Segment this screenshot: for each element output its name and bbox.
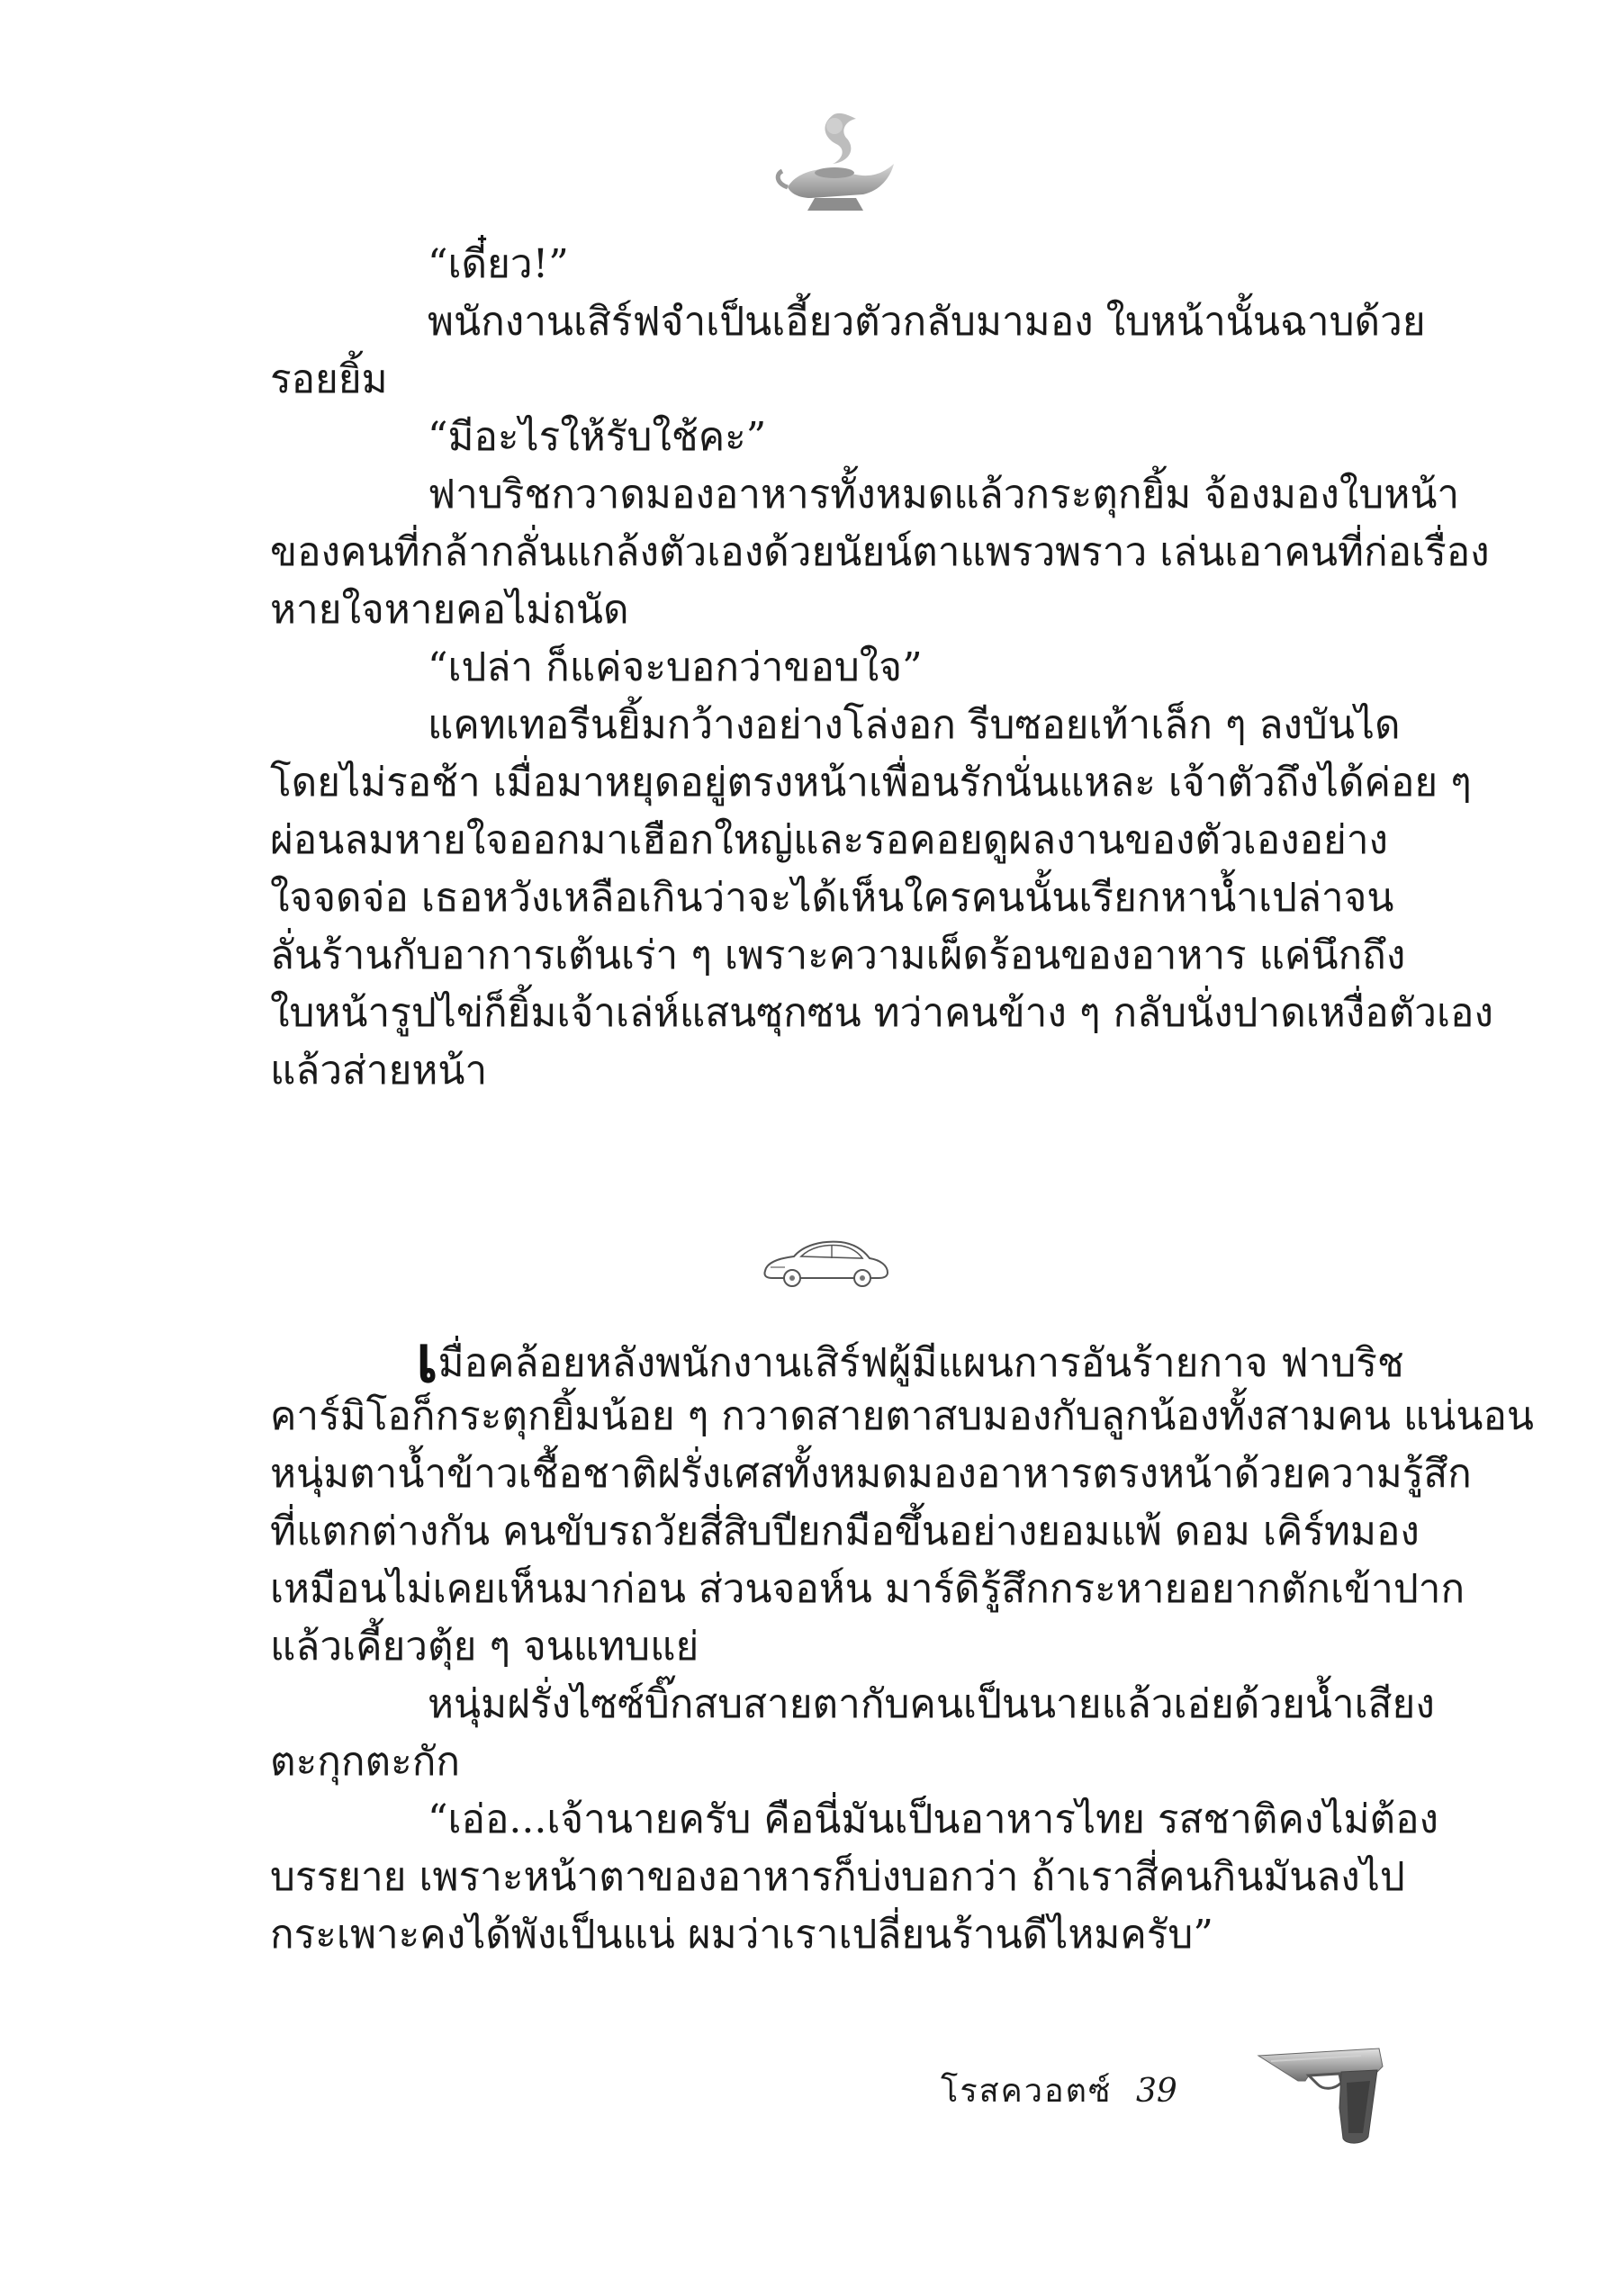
text-line: รอยยิ้ม xyxy=(270,356,388,402)
text-line: กระเพาะคงได้พังเป็นแน่ ผมว่าเราเปลี่ยนร้านดีไหมครับ” xyxy=(270,1912,1213,1958)
paragraph-block-2 xyxy=(270,1321,1534,1964)
text-line: เหมือนไม่เคยเห็นมาก่อน ส่วนจอห์น มาร์ดิรู้สึกกระหายอยากตักเข้าปาก xyxy=(270,1566,1465,1612)
text-line: “เปล่า ก็แค่จะบอกว่าขอบใจ” xyxy=(428,644,923,690)
genie-lamp-icon xyxy=(770,108,905,225)
paragraph-block-1 xyxy=(270,236,1493,1100)
drop-cap-line-text: มื่อคล้อยหลังพนักงานเสิร์ฟผู้มีแผนการอันร้ายกาจ ฟาบริช xyxy=(437,1340,1404,1386)
text-line: คาร์มิโอก็กระตุกยิ้มน้อย ๆ กวาดสายตาสบมองกับลูกน้องทั้งสามคน แน่นอน xyxy=(270,1393,1534,1439)
text-line: ใจจดจ่อ เธอหวังเหลือเกินว่าจะได้เห็นใครคนนั้นเรียกหาน้ำเปล่าจน xyxy=(270,875,1394,921)
text-line: หนุ่มฝรั่งไซซ์บิ๊กสบสายตากับคนเป็นนายแล้วเอ่ยด้วยน้ำเสียง xyxy=(428,1681,1435,1727)
vintage-car-icon xyxy=(758,1231,893,1294)
text-line: “มีอะไรให้รับใช้คะ” xyxy=(428,414,767,460)
page-number: 39 xyxy=(1136,2073,1177,2110)
drop-cap: เ xyxy=(416,1321,438,1397)
text-line: ตะกุกตะกัก xyxy=(270,1739,460,1785)
text-line: ฟาบริชกวาดมองอาหารทั้งหมดแล้วกระตุกยิ้ม จ้องมองใบหน้า xyxy=(428,472,1460,518)
text-line: ลั่นร้านกับอาการเต้นเร่า ๆ เพราะความเผ็ดร้อนของอาหาร แค่นึกถึง xyxy=(270,932,1406,978)
text-line: ผ่อนลมหายใจออกมาเฮือกใหญ่และรอคอยดูผลงานของตัวเองอย่าง xyxy=(270,817,1389,863)
text-line: “เอ่อ...เจ้านายครับ คือนี่มันเป็นอาหารไทย รสชาติคงไม่ต้อง xyxy=(428,1796,1439,1842)
text-line: แคทเทอรีนยิ้มกว้างอย่างโล่งอก รีบซอยเท้าเล็ก ๆ ลงบันได xyxy=(428,702,1401,748)
text-line: บรรยาย เพราะหน้าตาของอาหารก็บ่งบอกว่า ถ้าเราสี่คนกินมันลงไป xyxy=(270,1854,1405,1900)
text-line: “เดี๋ยว!” xyxy=(428,241,569,287)
text-line: ใบหน้ารูปไข่ก็ยิ้มเจ้าเล่ห์แสนซุกซน ทว่าคนข้าง ๆ กลับนั่งปาดเหงื่อตัวเอง xyxy=(270,990,1493,1036)
footer-book-title: โรสควอตซ์ xyxy=(941,2073,1113,2110)
text-line: แล้วเคี้ยวตุ้ย ๆ จนแทบแย่ xyxy=(270,1624,699,1670)
text-line-first xyxy=(270,1321,1404,1397)
text-line: พนักงานเสิร์ฟจำเป็นเอี้ยวตัวกลับมามอง ใบหน้านั้นฉาบด้วย xyxy=(428,299,1426,345)
text-line: ของคนที่กล้ากลั่นแกล้งตัวเองด้วยนัยน์ตาแพรวพราว เล่นเอาคนที่ก่อเรื่อง xyxy=(270,529,1490,575)
text-line: ที่แตกต่างกัน คนขับรถวัยสี่สิบปียกมือขึ้นอย่างยอมแพ้ ดอม เคิร์ทมอง xyxy=(270,1508,1420,1554)
text-line: หนุ่มตาน้ำข้าวเชื้อชาติฝรั่งเศสทั้งหมดมองอาหารตรงหน้าด้วยความรู้สึก xyxy=(270,1451,1472,1497)
text-line: แล้วส่ายหน้า xyxy=(270,1048,488,1094)
pistol-icon xyxy=(1253,2036,1388,2153)
text-line: โดยไม่รอช้า เมื่อมาหยุดอยู่ตรงหน้าเพื่อนรักนั่นแหละ เจ้าตัวถึงได้ค่อย ๆ xyxy=(270,760,1472,806)
text-line: หายใจหายคอไม่ถนัด xyxy=(270,587,629,633)
